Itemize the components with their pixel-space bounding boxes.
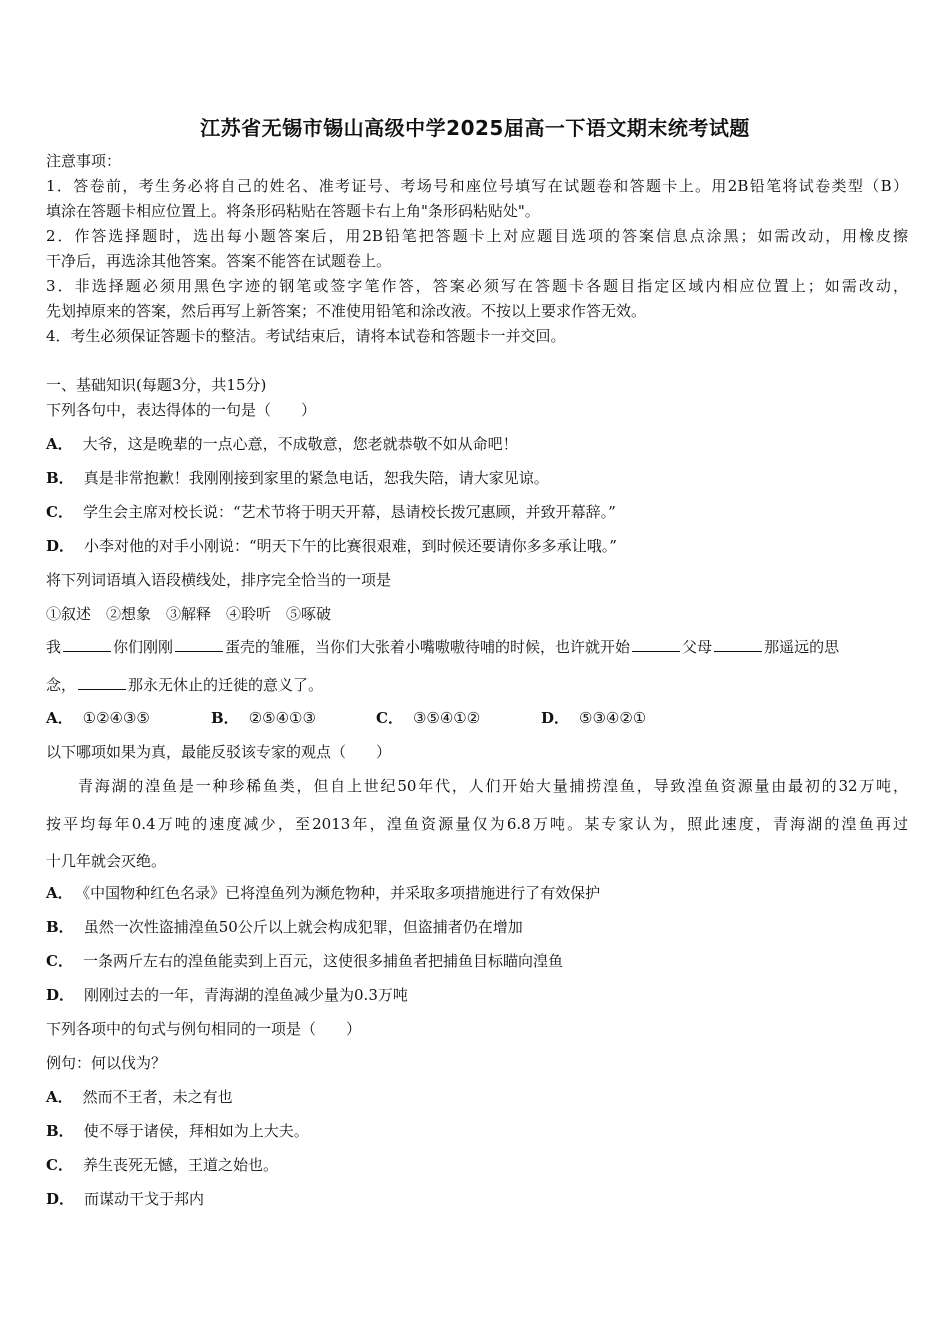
option-label: B． (46, 469, 74, 487)
option-label: A． (46, 435, 73, 453)
option-text: 而谋动干戈于邦内 (84, 1190, 205, 1208)
option-b (46, 467, 908, 489)
option-text: ③⑤④①② (412, 709, 481, 727)
fill-blank (63, 637, 111, 652)
question-stem: 将下列词语填入语段横线处，排序完全恰当的一项是 (46, 571, 392, 589)
passage-text: 父母 (682, 638, 713, 656)
option-d (46, 984, 908, 1006)
option-c (46, 1154, 908, 1176)
fill-blank (78, 675, 126, 690)
option-label: D． (46, 986, 75, 1004)
notice-line: 2．作答选择题时，选出每小题答案后，用2B铅笔把答题卡上对应题目选项的答案信息点涂黑；如需改动，用橡皮擦 (46, 227, 908, 245)
option-label: B． (46, 1122, 74, 1140)
passage-line: 十几年就会灭绝。 (46, 852, 167, 870)
option-text: 刚刚过去的一年，青海湖的湟鱼减少量为0.3万吨 (84, 986, 408, 1004)
question-stem: 下列各句中，表达得体的一句是（ ） (46, 401, 317, 419)
option-label: A． (46, 884, 73, 902)
option-text: 学生会主席对校长说：“艺术节将于明天开幕，恳请校长拨冗惠顾，并致开幕辞。” (82, 503, 616, 521)
option-d (46, 1188, 908, 1210)
notice-line: 1．答卷前，考生务必将自己的姓名、准考证号、考场号和座位号填写在试题卷和答题卡上。用2B铅笔将试卷类型（B） (46, 177, 908, 195)
section-heading: 一、基础知识(每题3分，共15分) (46, 376, 267, 394)
passage-text: 蛋壳的雏雁，当你们大张着小嘴嗷嗷待哺的时候，也许就开始 (225, 638, 631, 656)
option-label: B． (46, 918, 74, 936)
notice-line: 先划掉原来的答案，然后再写上新答案；不准使用铅笔和涂改液。不按以上要求作答无效。 (46, 302, 647, 320)
page-title: 江苏省无锡市锡山高级中学2025届高一下语文期末统考试题 (200, 116, 750, 140)
notice-line: 填涂在答题卡相应位置上。将条形码粘贴在答题卡右上角"条形码粘贴处"。 (46, 202, 540, 220)
option-text: 虽然一次性盗捕湟鱼50公斤以上就会构成犯罪，但盗捕者仍在增加 (83, 918, 523, 936)
option-label: D． (541, 709, 570, 727)
question-stem: 以下哪项如果为真，最能反驳该专家的观点（ ） (46, 743, 392, 761)
option-d (46, 535, 908, 557)
option-text: 然而不王者，未之有也 (82, 1088, 233, 1106)
fill-blank (714, 637, 762, 652)
passage-text: 念， (46, 676, 77, 694)
passage-line: 青海湖的湟鱼是一种珍稀鱼类，但自上世纪50年代，人们开始大量捕捞湟鱼，导致湟鱼资源量由最初的32万吨， (78, 777, 908, 795)
notice-line: 4．考生必须保证答题卡的整洁。考试结束后，请将本试卷和答题卡一并交回。 (46, 327, 566, 345)
notice-line: 3．非选择题必须用黑色字迹的钢笔或签字笔作答，答案必须写在答题卡各题目指定区域内相应位置上；如需改动， (46, 277, 908, 295)
option-text: 真是非常抱歉！我刚刚接到家里的紧急电话，恕我失陪，请大家见谅。 (83, 469, 549, 487)
option-label: C． (376, 709, 403, 727)
option-label: B． (211, 709, 239, 727)
option-text: 大爷，这是晚辈的一点心意，不成敬意，您老就恭敬不如从命吧！ (82, 435, 518, 453)
word-list: ①叙述 ②想象 ③解释 ④聆听 ⑤啄破 (46, 605, 332, 623)
option-a (46, 433, 908, 455)
option-c (46, 950, 908, 972)
option-a (46, 707, 211, 729)
option-b (46, 916, 908, 938)
options-row (46, 707, 706, 729)
option-c (376, 707, 541, 729)
option-b (46, 1120, 908, 1142)
fill-blank (632, 637, 680, 652)
notice-line: 干净后，再选涂其他答案。答案不能答在试题卷上。 (46, 252, 392, 270)
option-text: 一条两斤左右的湟鱼能卖到上百元，这使很多捕鱼者把捕鱼目标瞄向湟鱼 (82, 952, 563, 970)
option-label: C． (46, 1156, 73, 1174)
option-label: D． (46, 537, 75, 555)
option-text: ①②④③⑤ (82, 709, 150, 727)
option-text: 小李对他的对手小刚说：“明天下午的比赛很艰难，到时候还要请你多多承让哦。” (84, 537, 617, 555)
option-label: A． (46, 709, 73, 727)
passage-text: 那永无休止的迁徙的意义了。 (128, 676, 324, 694)
passage-text: 那遥远的思 (764, 638, 840, 656)
example-sentence: 例句：何以伐为？ (46, 1054, 167, 1072)
option-text: ②⑤④①③ (248, 709, 316, 727)
option-c (46, 501, 908, 523)
passage-line: 按平均每年0.4万吨的速度减少，至2013年，湟鱼资源量仅为6.8万吨。某专家认为，照此速度，青海湖的湟鱼再过 (46, 815, 908, 833)
question-stem: 下列各项中的句式与例句相同的一项是（ ） (46, 1020, 362, 1038)
passage-text: 你们刚刚 (113, 638, 174, 656)
option-text: 养生丧死无憾，王道之始也。 (82, 1156, 278, 1174)
fill-blank (175, 637, 223, 652)
passage-text: 我 (46, 638, 62, 656)
option-text: 《中国物种红色名录》已将湟鱼列为濒危物种，并采取多项措施进行了有效保护 (82, 884, 601, 902)
option-text: 使不辱于诸侯，拜相如为上大夫。 (83, 1122, 309, 1140)
option-a (46, 1086, 908, 1108)
option-label: D． (46, 1190, 75, 1208)
option-b (211, 707, 376, 729)
option-label: C． (46, 503, 73, 521)
option-label: C． (46, 952, 73, 970)
option-a (46, 882, 908, 904)
passage-line (46, 674, 908, 696)
passage-line (46, 636, 908, 658)
notice-heading: 注意事项： (46, 152, 122, 170)
option-d (541, 707, 706, 729)
option-label: A． (46, 1088, 73, 1106)
option-text: ⑤③④②① (579, 709, 647, 727)
